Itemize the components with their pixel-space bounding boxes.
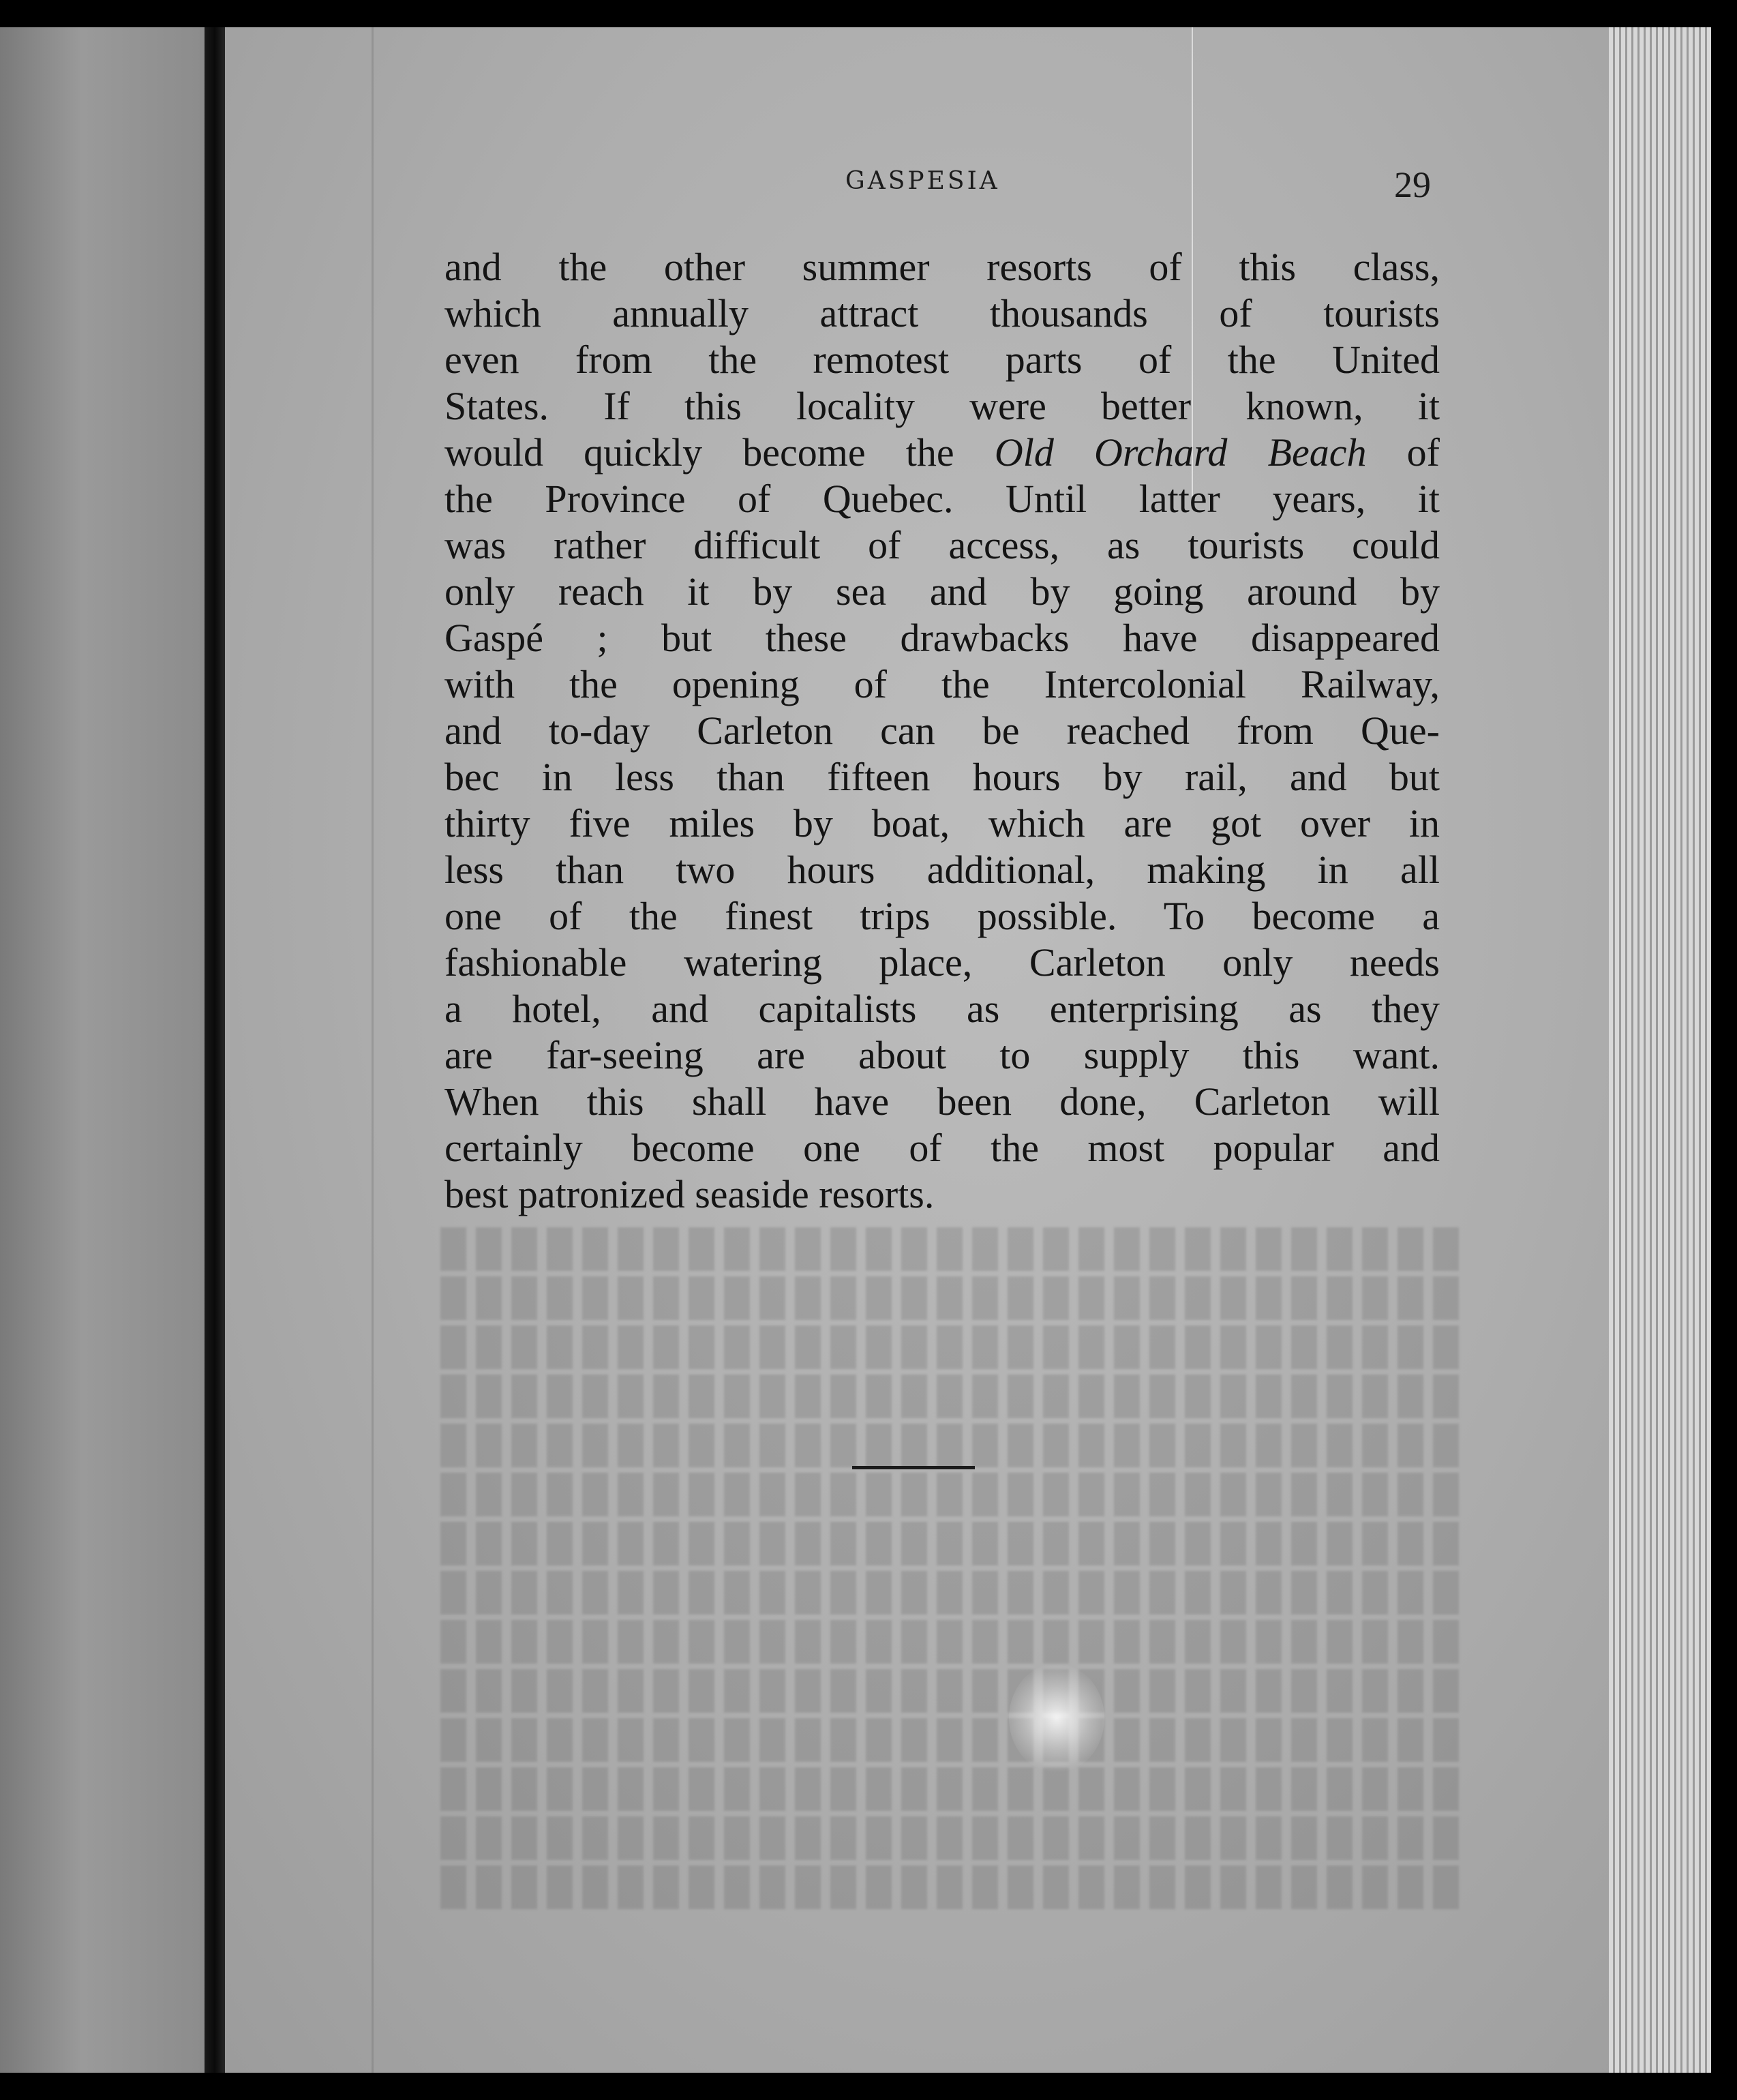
text-line: with the opening of the Intercolonial Railway, [444, 662, 1440, 706]
text-line: are far-seeing are about to supply this want. [444, 1033, 1440, 1077]
text-line: one of the finest trips possible. To become a [444, 894, 1440, 938]
text-line: bec in less than fifteen hours by rail, and but [444, 755, 1440, 799]
text-line: and to-day Carleton can be reached from Que- [444, 708, 1440, 753]
page-fold-line [372, 27, 374, 2073]
text-line: and the other summer resorts of this class, [444, 245, 1440, 289]
text-line: fashionable watering place, Carleton only needs [444, 940, 1440, 985]
book-gutter [205, 27, 225, 2073]
text-line: which annually attract thousands of tourists [444, 291, 1440, 335]
text-line: was rather difficult of access, as tourists could [444, 523, 1440, 567]
facing-page-edge [0, 27, 205, 2073]
text-line: less than two hours additional, making in all [444, 847, 1440, 892]
text-line: best patronized seaside resorts. [444, 1172, 935, 1216]
scan-border [1711, 0, 1737, 2100]
running-head: GASPESIA [845, 167, 1000, 195]
text-line: thirty five miles by boat, which are got over in [444, 801, 1440, 845]
italic-place-name: Old Orchard Beach [994, 430, 1367, 475]
text-line: even from the remotest parts of the United [444, 338, 1440, 382]
text-line: Gaspé ; but these drawbacks have disappeared [444, 616, 1440, 660]
text-line [444, 430, 1440, 476]
body-paragraph [444, 244, 1440, 1218]
text-line: a hotel, and capitalists as enterprising as they [444, 987, 1440, 1031]
text-line-end: of [1366, 430, 1440, 475]
text-line: When this shall have been done, Carleton will [444, 1079, 1440, 1124]
section-rule [852, 1466, 975, 1469]
text-line-start: would quickly become the [444, 430, 995, 475]
text-line: the Province of Quebec. Until latter years, it [444, 477, 1440, 521]
text-line: States. If this locality were better known, it [444, 384, 1440, 428]
bleed-through-text [436, 1227, 1459, 1915]
text-line: certainly become one of the most popular and [444, 1126, 1440, 1170]
light-glare [1009, 1664, 1104, 1773]
page-edge-stack [1609, 27, 1711, 2073]
text-line: only reach it by sea and by going around by [444, 569, 1440, 614]
page-number: 29 [1394, 164, 1431, 205]
